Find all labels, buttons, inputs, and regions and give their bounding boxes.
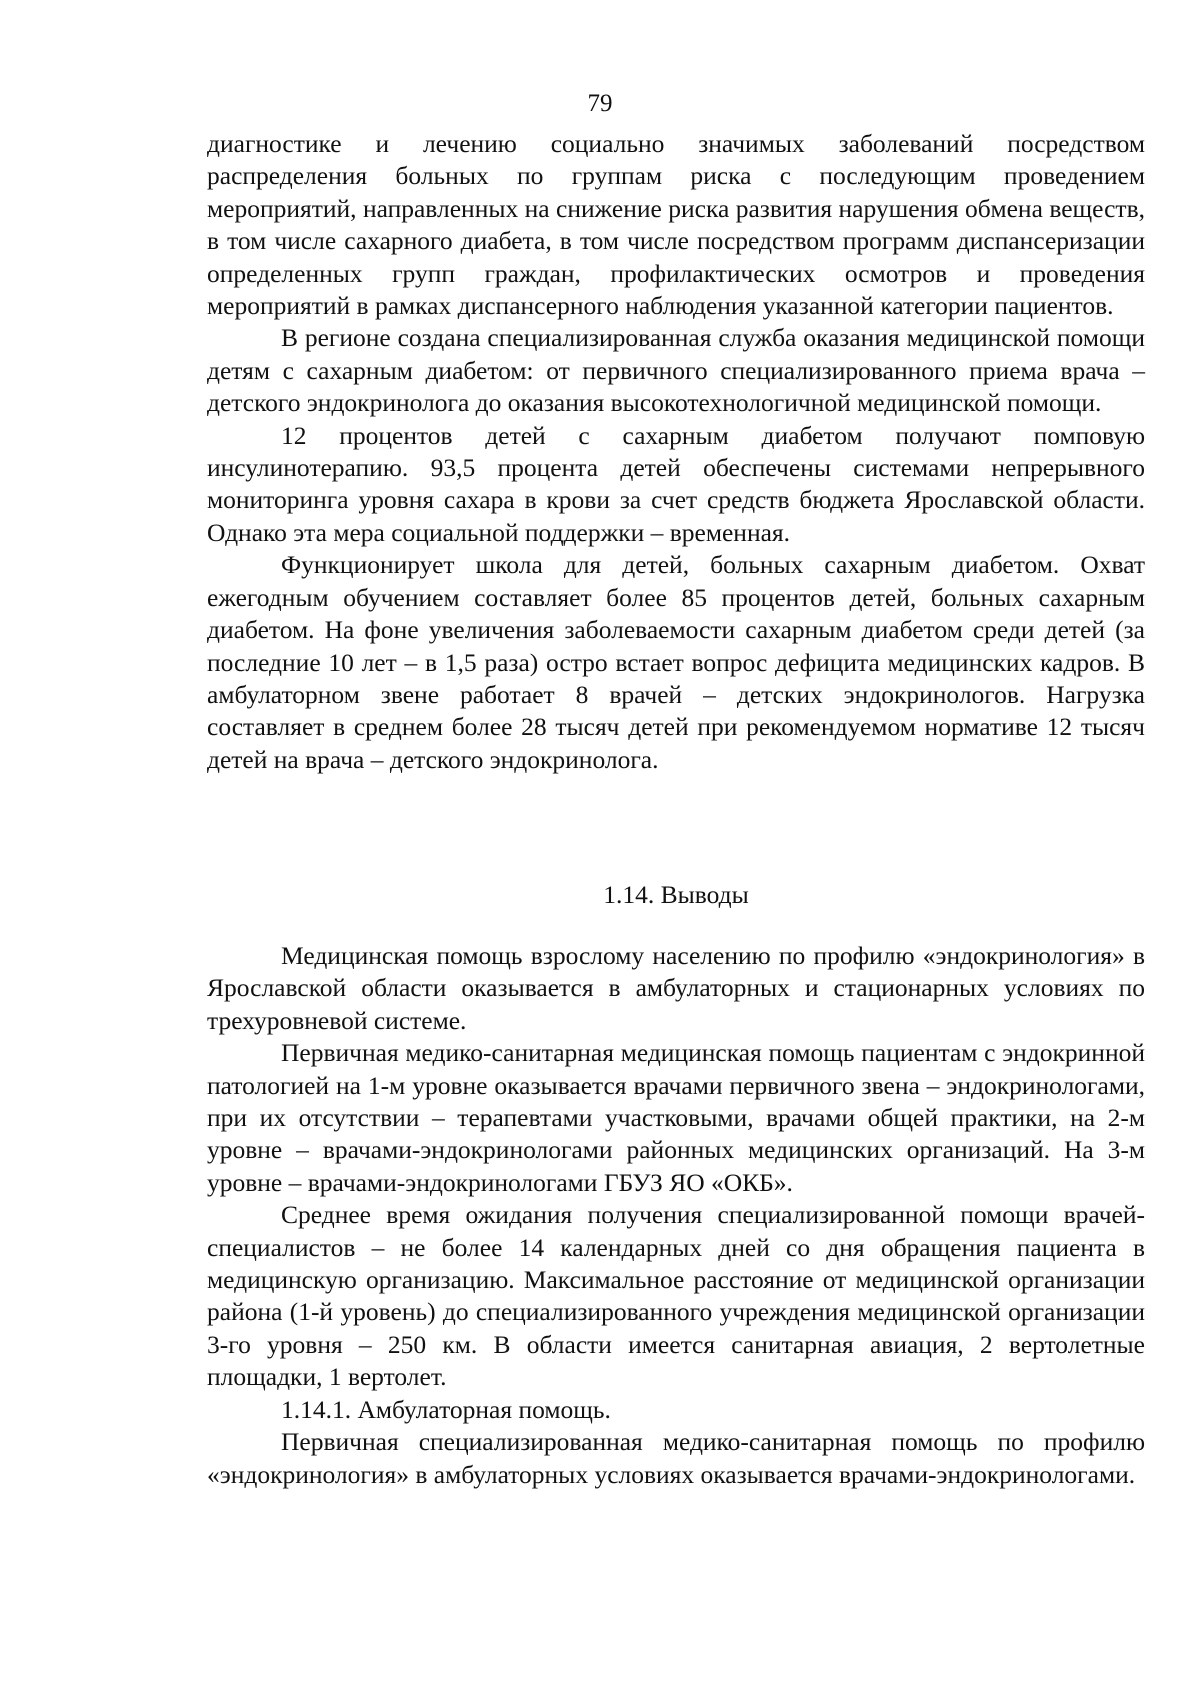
paragraph-continuation: диагностике и лечению социально значимых заболеваний посредством распределения больных по группам риска с последующим проведением мероприятий, направленных на снижение риска развития нарушения обмена веществ, в том числе сахарного диабета, в том числе посредством программ диспансеризации определенных групп граждан, профилактических осмотров и проведения мероприятий в рамках диспансерного наблюдения указанной категории пациентов. <box>207 129 1145 321</box>
paragraph: Среднее время ожидания получения специализированной помощи врачей-специалистов – не более 14 календарных дней со дня обращения пациента в медицинскую организацию. Максимальное расстояние от медицинской организации района (1-й уровень) до специализированного учреждения медицинской организации 3-го уровня – 250 км. В области имеется санитарная авиация, 2 вертолетные площадки, 1 вертолет. <box>207 1200 1145 1392</box>
paragraph: Первичная специализированная медико-санитарная помощь по профилю «эндокринология» в амбулаторных условиях оказывается врачами-эндокринологами. <box>207 1427 1145 1489</box>
text-block-bottom <box>207 940 1145 1491</box>
text-block-top <box>207 128 1145 776</box>
paragraph: 12 процентов детей с сахарным диабетом получают помповую инсулинотерапию. 93,5 процента детей обеспечены системами непрерывного мониторинга уровня сахара в крови за счет средств бюджета Ярославской области. Однако эта мера социальной поддержки – временная. <box>207 420 1145 547</box>
paragraph: Медицинская помощь взрослому населению по профилю «эндокринология» в Ярославской области оказывается в амбулаторных и стационарных условиях по трехуровневой системе. <box>207 941 1145 1035</box>
page-number: 79 <box>587 90 613 117</box>
section-heading: 1.14. Выводы <box>603 880 749 909</box>
paragraph: Функционирует школа для детей, больных сахарным диабетом. Охват ежегодным обучением составляет более 85 процентов детей, больных сахарным диабетом. На фоне увеличения заболеваемости сахарным диабетом среди детей (за последние 10 лет – в 1,5 раза) остро встает вопрос дефицита медицинских кадров. В амбулаторном звене работает 8 врачей – детских эндокринологов. Нагрузка составляет в среднем более 28 тысяч детей при рекомендуемом нормативе 12 тысяч детей на врача – детского эндокринолога. <box>207 550 1145 774</box>
paragraph: В регионе создана специализированная служба оказания медицинской помощи детям с сахарным диабетом: от первичного специализированного приема врача – детского эндокринолога до оказания высокотехнологичной медицинской помощи. <box>207 323 1145 418</box>
subsection-heading: 1.14.1. Амбулаторная помощь. <box>281 1394 611 1424</box>
paragraph: Первичная медико-санитарная медицинская помощь пациентам с эндокринной патологией на 1-м уровне оказывается врачами первичного звена – эндокринологами, при их отсутствии – терапевтами участковыми, врачами общей практики, на 2-м уровне – врачами-эндокринологами районных медицинских организаций. На 3-м уровне – врачами-эндокринологами ГБУЗ ЯО «ОКБ». <box>207 1038 1145 1197</box>
